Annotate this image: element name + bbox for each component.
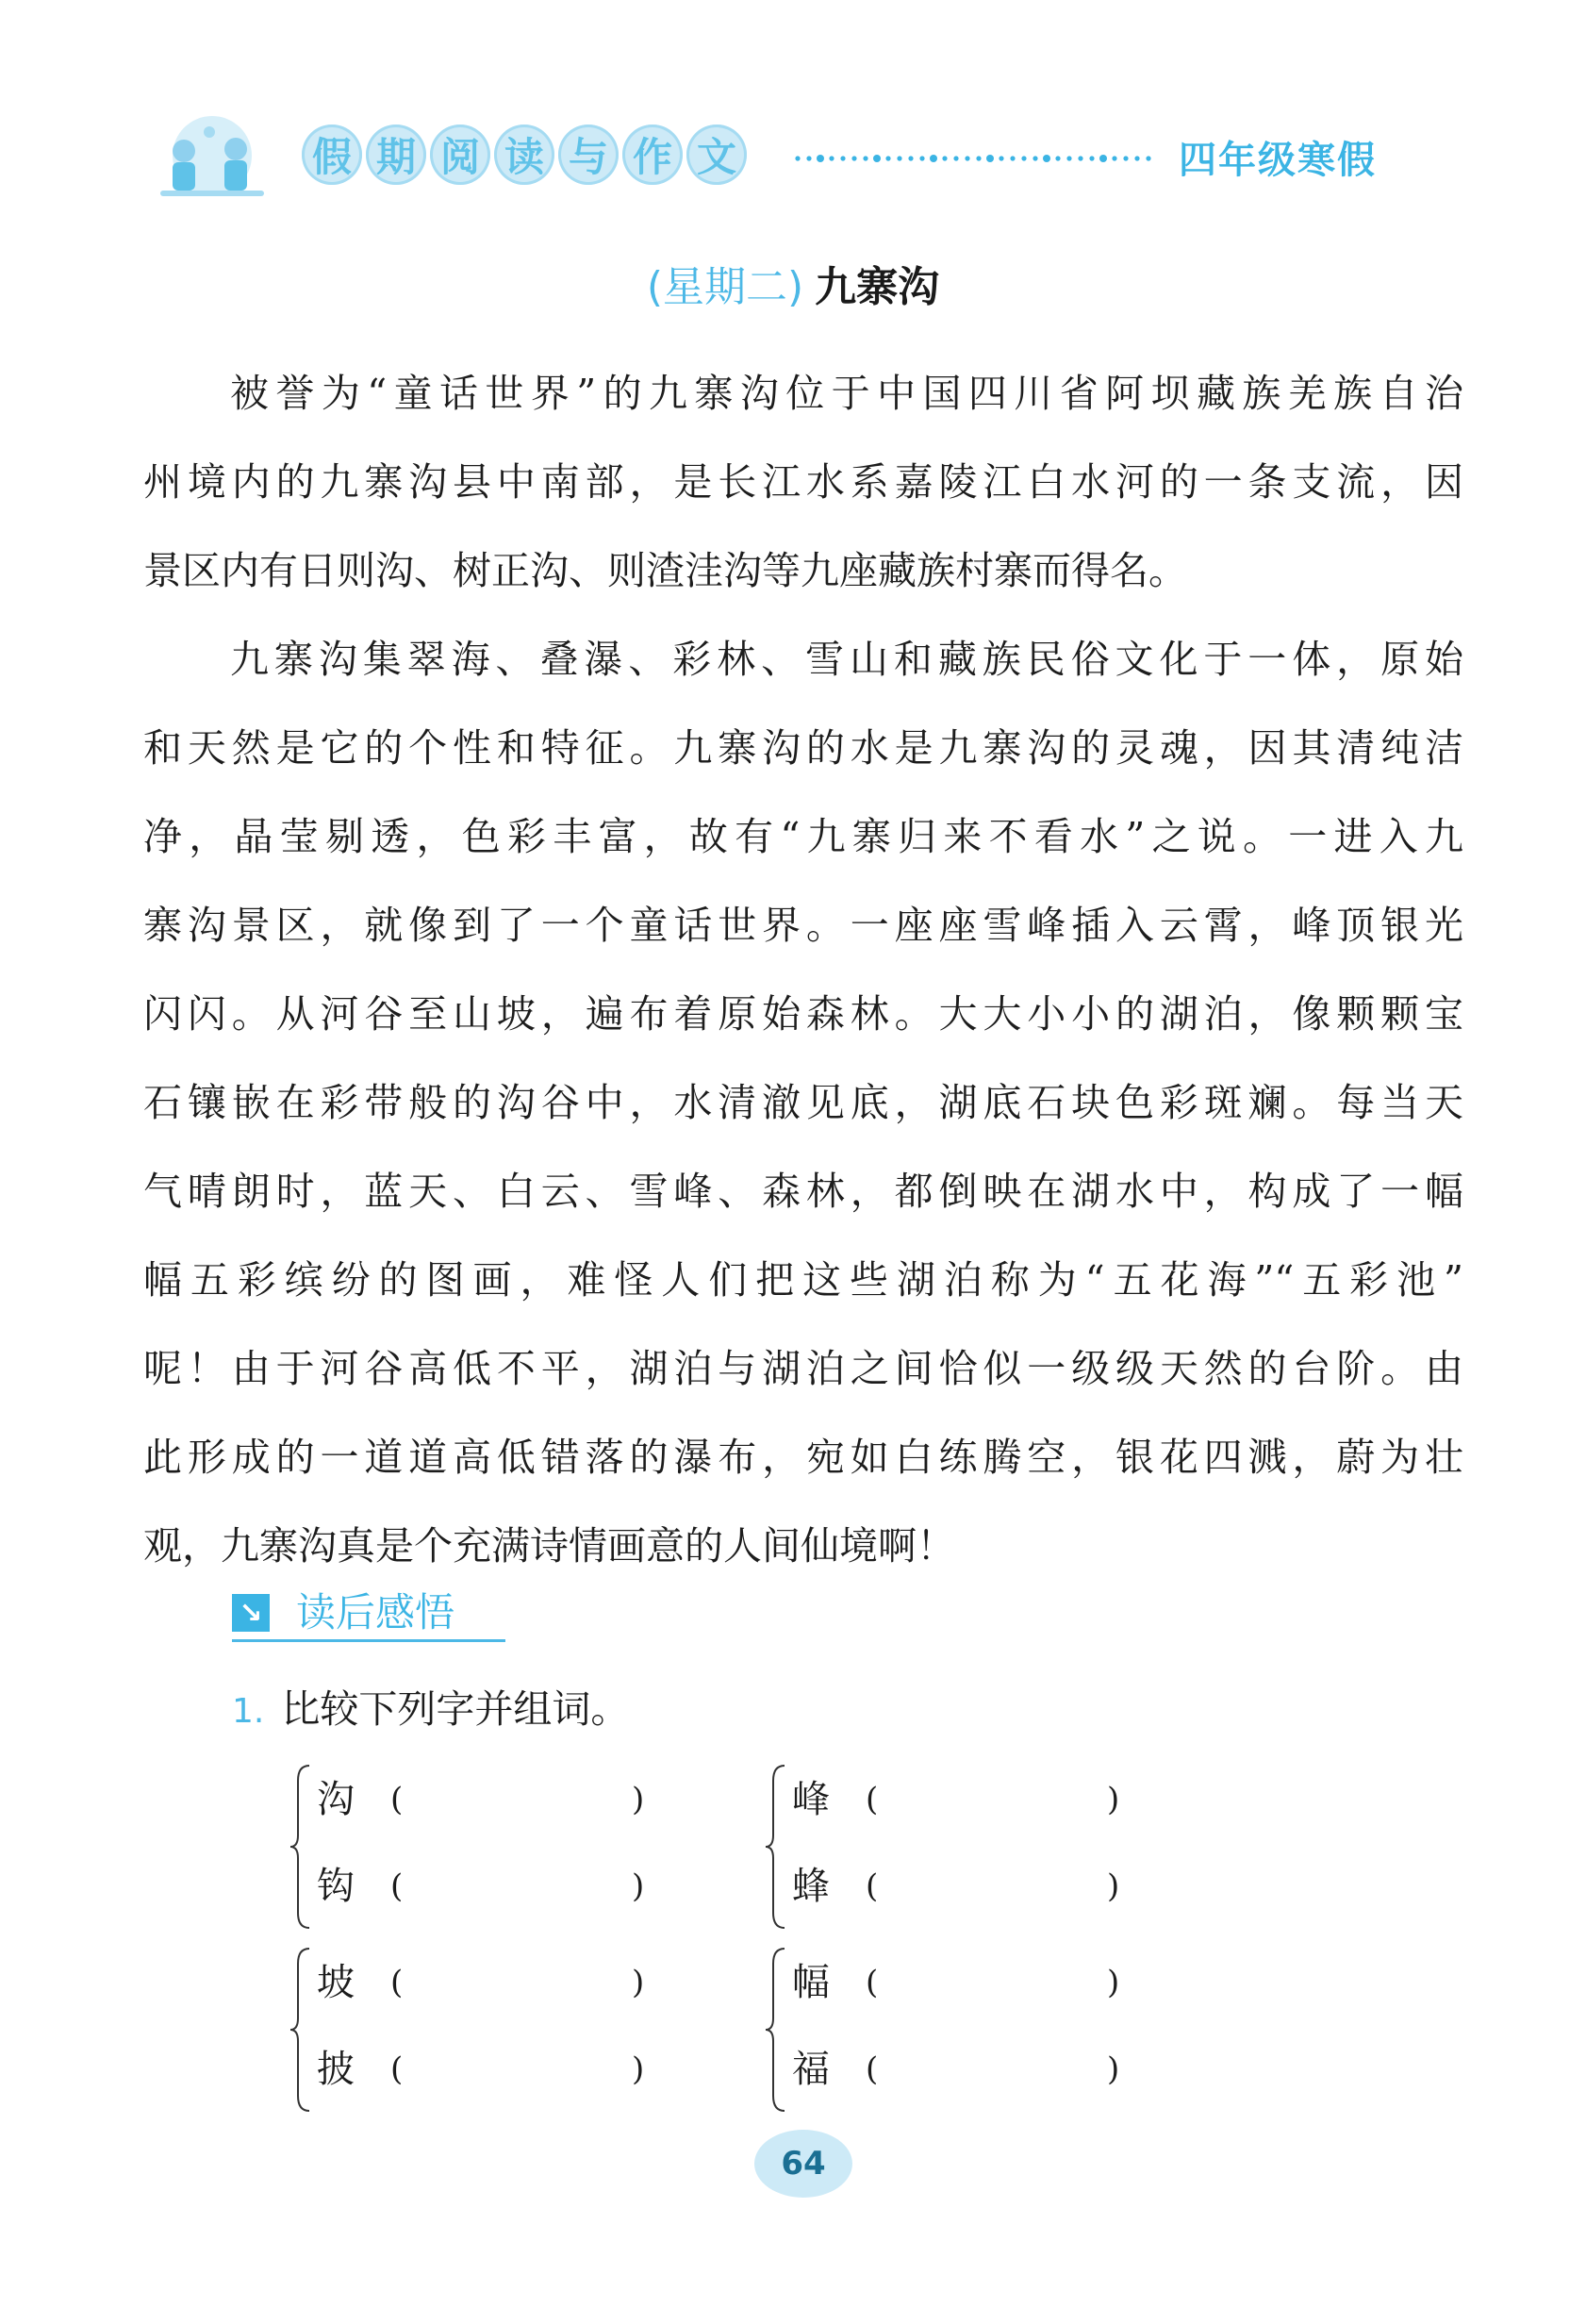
passage-line: 和天然是它的个性和特征。九寨沟的水是九寨沟的灵魂，因其清纯洁 bbox=[143, 725, 1463, 771]
section-label: 读后感悟 bbox=[296, 1589, 455, 1635]
series-title bbox=[302, 124, 747, 185]
divider-dot bbox=[1112, 156, 1116, 160]
word-blank[interactable] bbox=[317, 2032, 645, 2107]
article-title bbox=[0, 253, 1586, 313]
divider-dot bbox=[1055, 156, 1060, 160]
question-number: 1. bbox=[232, 1692, 265, 1731]
paren-open: ( bbox=[390, 1964, 404, 2001]
char-label: 坡 bbox=[317, 1961, 355, 2004]
grade-label: 四年级寒假 bbox=[1179, 139, 1377, 182]
char-pair bbox=[766, 1762, 1199, 1932]
paren-open: ( bbox=[390, 1781, 404, 1818]
paren-open: ( bbox=[866, 1781, 879, 1818]
char-label: 披 bbox=[317, 2048, 355, 2091]
passage-line: 净，晶莹剔透，色彩丰富，故有“九寨归来不看水”之说。一进入九 bbox=[143, 814, 1463, 859]
page-number: 64 bbox=[754, 2130, 852, 2198]
char-label: 沟 bbox=[317, 1778, 355, 1821]
divider-dot bbox=[1021, 156, 1026, 160]
arrow-down-right-icon: ↘ bbox=[232, 1594, 270, 1632]
word-blank[interactable] bbox=[792, 2032, 1120, 2107]
passage-line: 气晴朗时，蓝天、白云、雪峰、森林，都倒映在湖水中，构成了一幅 bbox=[143, 1169, 1463, 1214]
divider-dot bbox=[1089, 156, 1094, 160]
passage-line: 被誉为“童话世界”的九寨沟位于中国四川省阿坝藏族羌族自治 bbox=[230, 371, 1463, 416]
word-blank[interactable] bbox=[317, 1762, 645, 1837]
paren-open: ( bbox=[866, 2050, 879, 2088]
divider-dot bbox=[1043, 155, 1050, 162]
passage-line: 景区内有日则沟、树正沟、则渣洼沟等九座藏族村寨而得名。 bbox=[143, 548, 1187, 593]
paren-open: ( bbox=[390, 1868, 404, 1905]
passage bbox=[143, 349, 1463, 1590]
divider-dot bbox=[1033, 156, 1037, 160]
char-pair bbox=[766, 1945, 1199, 2115]
divider-dot bbox=[863, 156, 867, 160]
children-logo-icon bbox=[141, 113, 283, 208]
paren-close: ) bbox=[632, 1781, 645, 1818]
series-char: 读 bbox=[494, 124, 554, 185]
divider-dot bbox=[919, 156, 924, 160]
divider-dot bbox=[986, 155, 994, 162]
title-day: (星期二) bbox=[646, 263, 804, 311]
divider-dot bbox=[806, 156, 811, 160]
series-char: 作 bbox=[622, 124, 683, 185]
divider-dot bbox=[885, 156, 890, 160]
passage-line: 寨沟景区，就像到了一个童话世界。一座座雪峰插入云霄，峰顶银光 bbox=[143, 903, 1463, 948]
passage-line: 州境内的九寨沟县中南部，是长江水系嘉陵江白水河的一条支流，因 bbox=[143, 459, 1463, 505]
char-pair bbox=[290, 1945, 724, 2115]
brace-icon bbox=[766, 1945, 788, 2115]
divider-dot bbox=[1010, 156, 1015, 160]
divider-dot bbox=[908, 156, 913, 160]
paren-open: ( bbox=[866, 1868, 879, 1905]
divider-dot bbox=[1078, 156, 1082, 160]
paren-close: ) bbox=[1107, 1868, 1120, 1905]
passage-line: 呢！由于河谷高低不平，湖泊与湖泊之间恰似一级级天然的台阶。由 bbox=[143, 1346, 1463, 1391]
word-blank[interactable] bbox=[792, 1762, 1120, 1837]
divider-dot bbox=[1134, 156, 1139, 160]
question-text: 比较下列字并组词。 bbox=[281, 1686, 630, 1732]
char-label: 福 bbox=[792, 2048, 830, 2091]
series-char: 文 bbox=[686, 124, 747, 185]
divider-dot bbox=[1099, 155, 1107, 162]
passage-line: 石镶嵌在彩带般的沟谷中，水清澈见底，湖底石块色彩斑斓。每当天 bbox=[143, 1080, 1463, 1125]
divider-dot bbox=[795, 156, 800, 160]
divider-dot bbox=[965, 156, 969, 160]
divider-dot bbox=[953, 156, 958, 160]
paren-close: ) bbox=[1107, 2050, 1120, 2088]
paren-close: ) bbox=[632, 2050, 645, 2088]
char-label: 幅 bbox=[792, 1961, 830, 2004]
word-blank[interactable] bbox=[317, 1945, 645, 2020]
paren-close: ) bbox=[1107, 1964, 1120, 2001]
paren-close: ) bbox=[632, 1868, 645, 1905]
divider-dot bbox=[942, 156, 947, 160]
char-label: 钩 bbox=[317, 1865, 355, 1908]
series-char: 假 bbox=[302, 124, 362, 185]
paren-open: ( bbox=[866, 1964, 879, 2001]
paren-close: ) bbox=[1107, 1781, 1120, 1818]
page-header bbox=[141, 104, 1462, 217]
char-pair bbox=[290, 1762, 724, 1932]
dotted-divider bbox=[792, 153, 1165, 164]
series-char: 期 bbox=[366, 124, 426, 185]
word-blank[interactable] bbox=[792, 1849, 1120, 1924]
divider-dot bbox=[1146, 156, 1150, 160]
title-name: 九寨沟 bbox=[815, 263, 940, 311]
divider-dot bbox=[873, 155, 881, 162]
divider-dot bbox=[999, 156, 1003, 160]
brace-icon bbox=[766, 1762, 788, 1932]
word-blank[interactable] bbox=[792, 1945, 1120, 2020]
series-char: 阅 bbox=[430, 124, 490, 185]
divider-dot bbox=[851, 156, 856, 160]
section-heading bbox=[232, 1586, 505, 1642]
char-label: 峰 bbox=[792, 1778, 830, 1821]
divider-dot bbox=[930, 155, 937, 162]
passage-line: 幅五彩缤纷的图画，难怪人们把这些湖泊称为“五花海”“五彩池” bbox=[143, 1257, 1463, 1303]
divider-dot bbox=[976, 156, 981, 160]
passage-line: 九寨沟集翠海、叠瀑、彩林、雪山和藏族民俗文化于一体，原始 bbox=[230, 637, 1463, 682]
passage-line: 观，九寨沟真是个充满诗情画意的人间仙境啊！ bbox=[143, 1523, 955, 1569]
divider-dot bbox=[829, 156, 834, 160]
word-blank[interactable] bbox=[317, 1849, 645, 1924]
divider-dot bbox=[1066, 156, 1071, 160]
divider-dot bbox=[840, 156, 845, 160]
paren-close: ) bbox=[632, 1964, 645, 2001]
question-1 bbox=[232, 1681, 629, 1737]
char-label: 蜂 bbox=[792, 1865, 830, 1908]
brace-icon bbox=[290, 1945, 313, 2115]
series-char: 与 bbox=[558, 124, 619, 185]
passage-line: 此形成的一道道高低错落的瀑布，宛如白练腾空，银花四溅，蔚为壮 bbox=[143, 1435, 1463, 1480]
paren-open: ( bbox=[390, 2050, 404, 2088]
divider-dot bbox=[817, 155, 824, 162]
passage-line: 闪闪。从河谷至山坡，遍布着原始森林。大大小小的湖泊，像颗颗宝 bbox=[143, 991, 1463, 1037]
brace-icon bbox=[290, 1762, 313, 1932]
divider-dot bbox=[897, 156, 901, 160]
divider-dot bbox=[1123, 156, 1128, 160]
